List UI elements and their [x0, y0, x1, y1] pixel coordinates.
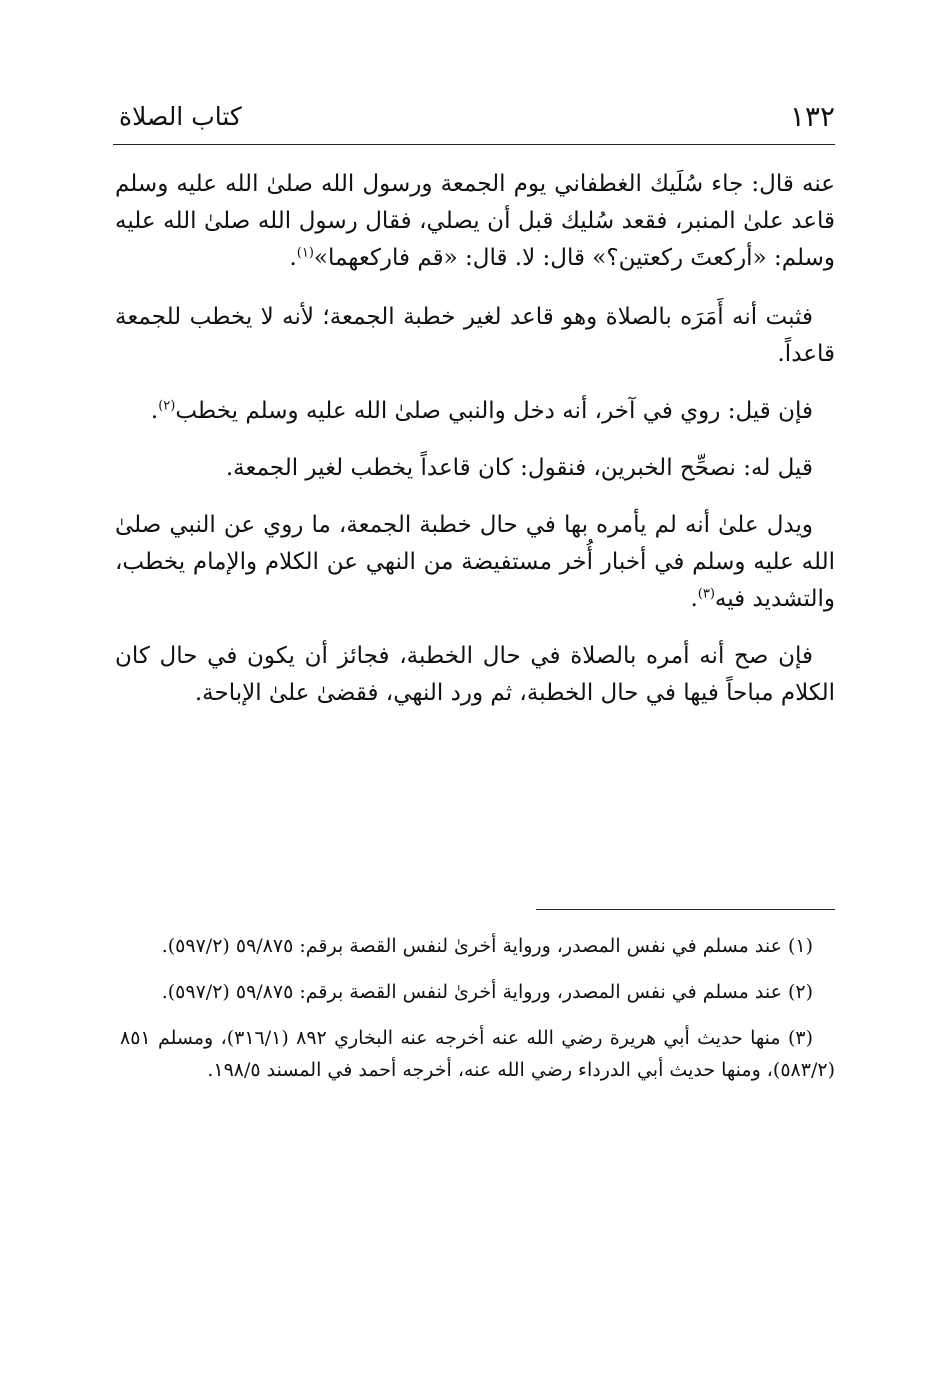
paragraph-4: قيل له: نصحِّح الخبرين، فنقول: كان قاعداً يخطب لغير الجمعة.: [225, 455, 813, 481]
paragraph-1-end: .: [289, 245, 297, 271]
footnote-2: (٢) عند مسلم في نفس المصدر، ورواية أخرىٰ لنفس القصة برقم: ٥٩/٨٧٥ (٥٩٧/٢).: [161, 981, 813, 1003]
footnote-ref-1[interactable]: (١): [296, 245, 314, 261]
footnotes: [120, 930, 835, 1100]
paragraph-1-text: عنه قال: جاء سُلَيك الغطفاني يوم الجمعة ورسول الله صلىٰ الله عليه وسلم قاعد علىٰ المنبر، فقعد سُليك قبل أن يصلي، فقال رسول الله صلىٰ الله عليه وسلم: «أركعتَ ركعتين؟» قال: لا. قال: «قم فاركعهما»: [115, 171, 835, 271]
footnote-3: (٣) منها حديث أبي هريرة رضي الله عنه أخرجه عنه البخاري ٨٩٢ (٣١٦/١)، ومسلم ٨٥١ (٥٨٣/٢)، ومنها حديث أبي الدرداء رضي الله عنه، أخرجه أحمد في المسند ١٩٨/٥.: [120, 1027, 835, 1081]
footnote-ref-3[interactable]: (٣): [697, 586, 715, 602]
footnote-separator: [536, 909, 835, 910]
main-text: [115, 166, 835, 732]
paragraph-5-text: ويدل علىٰ أنه لم يأمره بها في حال خطبة الجمعة، ما روي عن النبي صلىٰ الله عليه وسلم في أخبار أُخر مستفيضة من النهي عن الكلام والإمام يخطب، والتشديد فيه: [115, 512, 835, 612]
running-header: [113, 98, 835, 145]
paragraph-3-text: فإن قيل: روي في آخر، أنه دخل والنبي صلىٰ الله عليه وسلم يخطب: [175, 398, 813, 424]
paragraph-2: فثبت أنه أَمَرَه بالصلاة وهو قاعد لغير خطبة الجمعة؛ لأنه لا يخطب للجمعة قاعداً.: [115, 304, 835, 367]
paragraph-5: [115, 507, 835, 618]
footnote-ref-2[interactable]: (٢): [158, 398, 176, 414]
paragraph-1: [115, 166, 835, 277]
paragraph-3: [115, 393, 835, 430]
paragraph-6: فإن صح أنه أمره بالصلاة في حال الخطبة، فجائز أن يكون في حال كان الكلام مباحاً فيها في حال الخطبة، ثم ورد النهي، فقضىٰ علىٰ الإباحة.: [115, 643, 835, 706]
paragraph-3-end: .: [150, 398, 159, 424]
book-title: كتاب الصلاة: [119, 102, 242, 131]
paragraph-5-end: .: [690, 586, 698, 612]
page-number: ١٣٢: [789, 100, 835, 133]
footnote-1: (١) عند مسلم في نفس المصدر، ورواية أخرىٰ لنفس القصة برقم: ٥٩/٨٧٥ (٥٩٧/٢).: [161, 935, 813, 957]
